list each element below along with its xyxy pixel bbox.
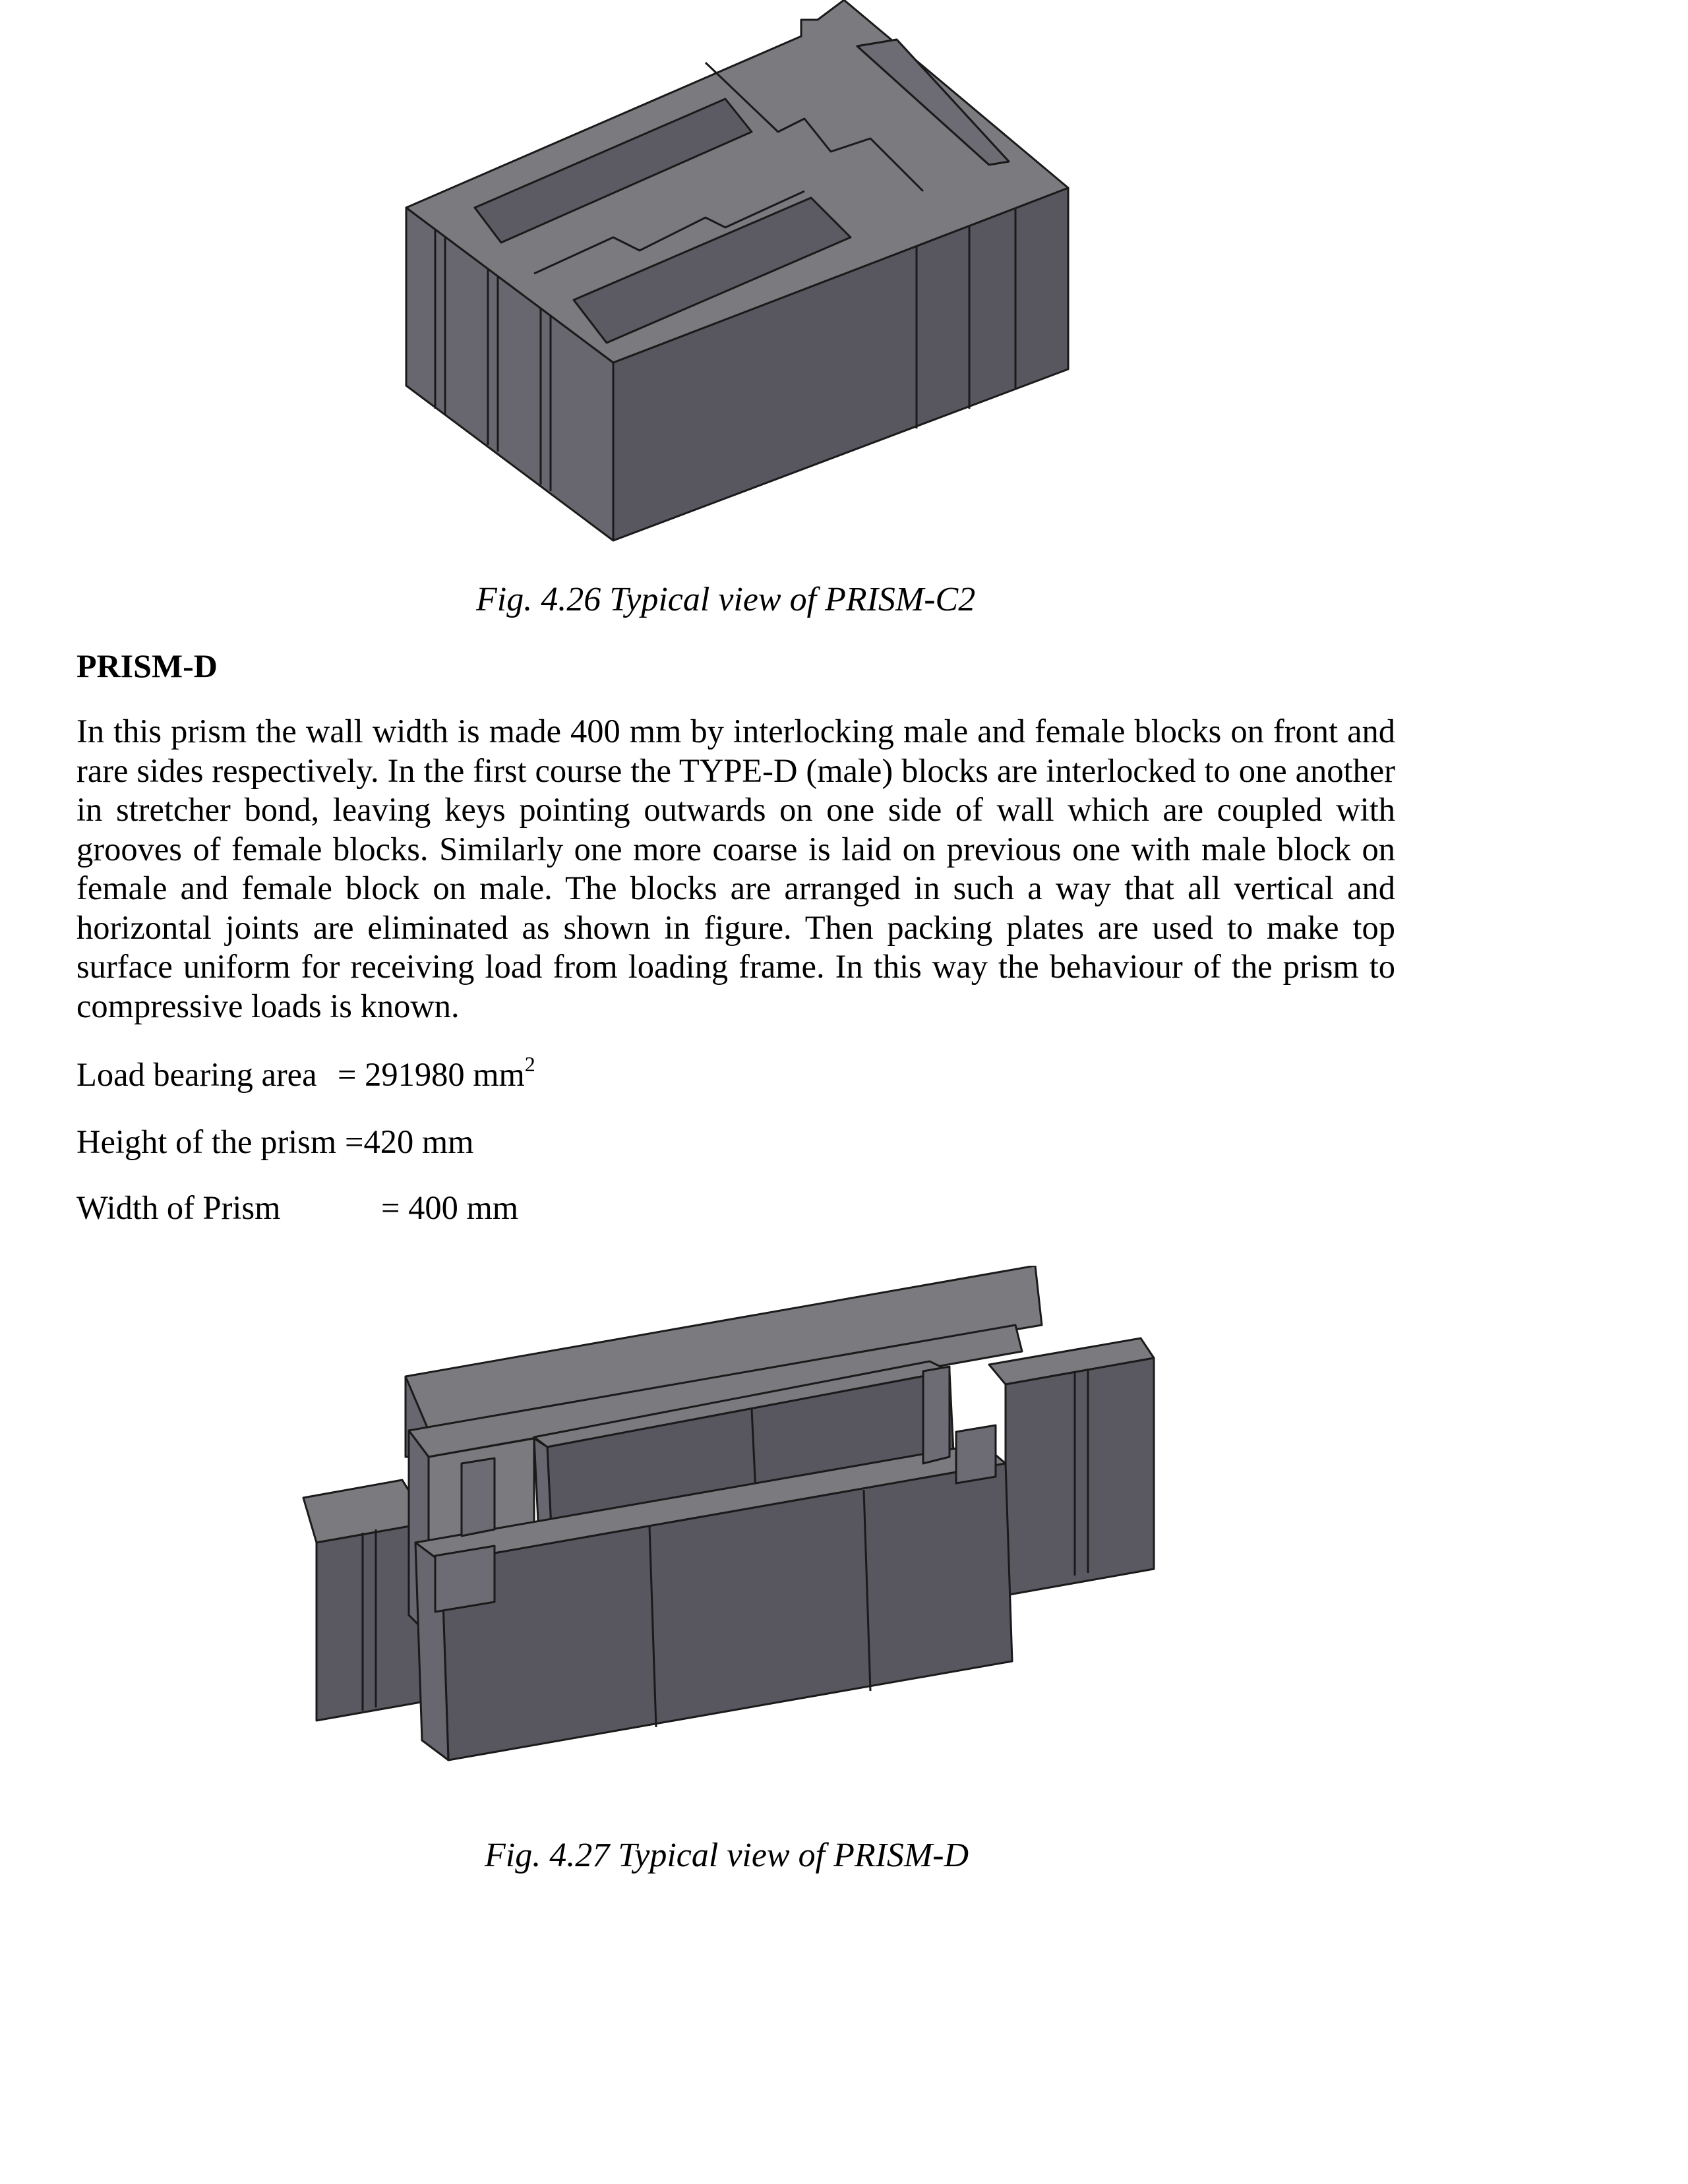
figure-caption-prism-d: Fig. 4.27 Typical view of PRISM-D	[485, 1837, 969, 1874]
prism-c2-drawing	[396, 0, 1088, 547]
spec-row-load-area	[76, 1052, 535, 1094]
spec-row-width	[76, 1188, 519, 1227]
figure-prism-d	[297, 1266, 1174, 1813]
spec-label: Load bearing area	[76, 1056, 317, 1093]
right-wing-face	[1006, 1358, 1154, 1595]
spec-label: Height of the prism	[76, 1123, 337, 1160]
figure-prism-c2	[396, 0, 1088, 547]
spec-row-height	[76, 1122, 474, 1162]
section-paragraph: In this prism the wall width is made 400 mm by interlocking male and female blocks on front and rare sides respectively. In the first course the TYPE-D (male) blocks are interlocked to one another in stretcher bond, leaving keys pointing outwards on one side of wall which are coupled with grooves of female blocks. Similarly one more coarse is laid on previous one with male block on female and female block on male. The blocks are arranged in such a way that all vertical and horizontal joints are eliminated as shown in figure. Then packing plates are used to make top surface uniform for receiving load from loading frame. In this way the behaviour of the prism to compressive loads is known.	[76, 713, 1395, 1024]
spec-value: = 400 mm	[381, 1189, 519, 1226]
spec-value: =420 mm	[345, 1123, 474, 1160]
figure-caption-prism-c2: Fig. 4.26 Typical view of PRISM-C2	[476, 581, 976, 618]
prism-d-drawing	[297, 1266, 1174, 1813]
spec-label: Width of Prism	[76, 1189, 281, 1226]
section-heading: PRISM-D	[76, 647, 218, 684]
spec-value: = 291980 $mm^2$	[338, 1052, 535, 1093]
